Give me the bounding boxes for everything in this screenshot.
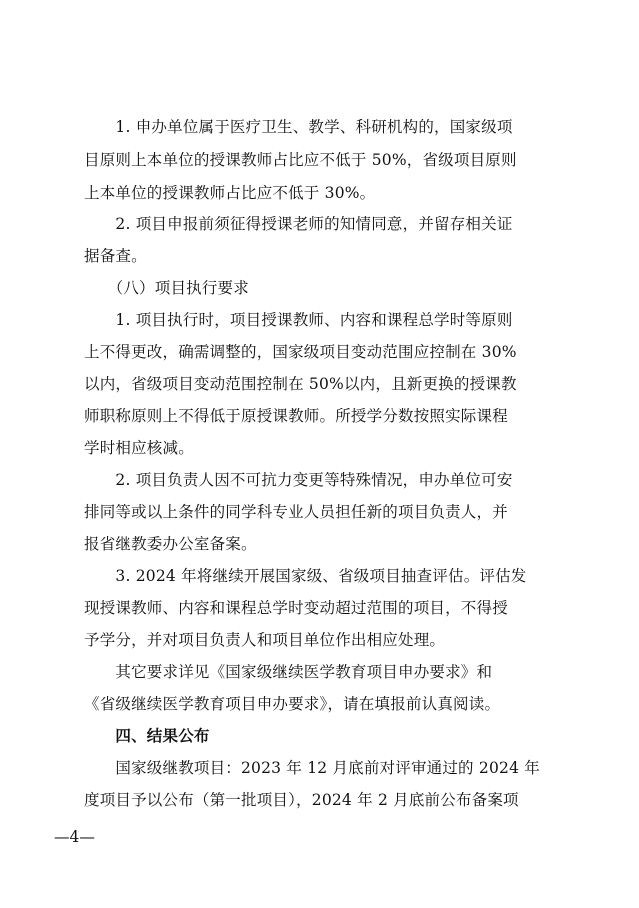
- paragraph-line: 其它要求详见《国家级继续医学教育项目申办要求》和: [84, 663, 493, 681]
- paragraph-line: 现授课教师、内容和课程总学时变动超过范围的项目，不得授: [84, 599, 508, 617]
- paragraph-line: 2. 项目申报前须征得授课老师的知情同意，并留存相关证: [84, 215, 513, 233]
- paragraph-line: 目原则上本单位的授课教师占比应不低于 50%，省级项目原则: [84, 151, 517, 169]
- paragraph-line: 1. 申办单位属于医疗卫生、教学、科研机构的，国家级项: [84, 118, 513, 136]
- section-heading: 四、结果公布: [84, 727, 210, 745]
- paragraph-line: 排同等或以上条件的同学科专业人员担任新的项目负责人，并: [84, 503, 508, 521]
- paragraph-line: 《省级继续医学教育项目申办要求》，请在填报前认真阅读。: [84, 695, 501, 713]
- paragraph-line: 以内，省级项目变动范围控制在 50%以内，且新更换的授课教: [84, 375, 517, 393]
- paragraph-line: 报省继教委办公室备案。: [84, 535, 257, 553]
- paragraph-line: 上不得更改，确需调整的，国家级项目变动范围应控制在 30%: [84, 343, 517, 361]
- paragraph-line: 上本单位的授课教师占比应不低于 30%。: [84, 184, 376, 202]
- paragraph-line: 度项目予以公布（第一批项目），2024 年 2 月底前公布备案项: [84, 791, 519, 809]
- paragraph-line: 国家级继教项目：2023 年 12 月底前对评审通过的 2024 年: [84, 759, 540, 777]
- paragraph-line: 师职称原则上不得低于原授课教师。所授学分数按照实际课程: [84, 407, 508, 425]
- paragraph-line: 3. 2024 年将继续开展国家级、省级项目抽查评估。评估发: [84, 567, 527, 585]
- page-number: —4—: [54, 828, 95, 846]
- paragraph-line: 学时相应核减。: [84, 439, 194, 457]
- paragraph-line: 1. 项目执行时，项目授课教师、内容和课程总学时等原则: [84, 311, 513, 329]
- section-subheading: （八）项目执行要求: [84, 279, 249, 297]
- paragraph-line: 据备查。: [84, 247, 147, 265]
- paragraph-line: 2. 项目负责人因不可抗力变更等特殊情况，申办单位可安: [84, 471, 513, 489]
- paragraph-line: 予学分，并对项目负责人和项目单位作出相应处理。: [84, 631, 446, 649]
